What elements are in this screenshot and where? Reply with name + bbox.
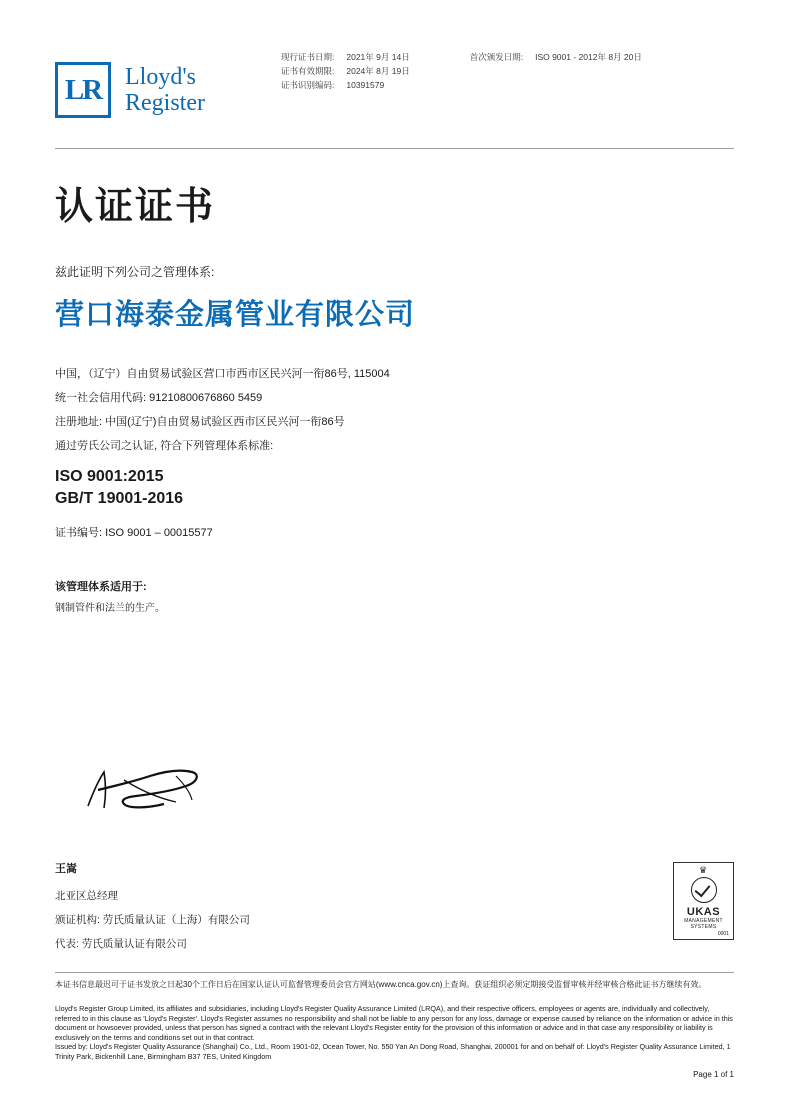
meta-value-current-date: 2021年 9月 14日: [346, 52, 410, 62]
representative: 代表: 劳氏质量认证有限公司: [55, 938, 187, 950]
page-title: 认证证书: [55, 186, 216, 228]
approval-line: 通过劳氏公司之认证, 符合下列管理体系标准:: [55, 440, 274, 452]
ukas-label: UKAS: [686, 906, 721, 918]
signatory-details: [55, 884, 250, 956]
standard-gbt-19001: GB/T 19001-2016: [55, 490, 184, 507]
company-name: 营口海泰金属管业有限公司: [55, 299, 416, 331]
meta-label-current-date: 现行证书日期:: [281, 52, 335, 62]
logo-letters: LR: [64, 73, 102, 106]
meta-label-certificate-id: 证书识别编码:: [281, 80, 335, 90]
meta-labels-second: [470, 50, 523, 92]
footer-english-notice: [55, 1004, 734, 1061]
meta-label-expiry-date: 证书有效期限:: [281, 66, 335, 76]
meta-value-first-issue: ISO 9001 - 2012年 8月 20日: [535, 52, 642, 62]
brand-line-1: Lloyd's: [125, 64, 196, 90]
meta-labels: [281, 50, 334, 92]
brand-name: [125, 64, 205, 116]
credit-code: 统一社会信用代码: 91210800676860 5459: [55, 392, 263, 404]
header-divider: [55, 148, 734, 149]
standard-iso-9001: ISO 9001:2015: [55, 468, 164, 485]
footer-chinese-notice: 本证书信息最迟可于证书发放之日起30个工作日后在国家认证认可监督管理委员会官方网站(www.cnca.gov.cn)上查询。获证组织必须定期接受监督审核并经审核合格此证书方继续有效。: [55, 980, 707, 989]
lloyds-register-logo-icon: [55, 62, 111, 118]
meta-values-second: [535, 50, 642, 92]
meta-column-dates: [281, 50, 410, 92]
meta-column-first-issue: [470, 50, 642, 92]
meta-label-first-issue: 首次颁发日期:: [469, 52, 524, 62]
signatory-name: 王嵩: [55, 863, 77, 875]
issuing-body: 颁证机构: 劳氏质量认证（上海）有限公司: [55, 914, 250, 926]
meta-value-certificate-id: 10391579: [346, 80, 385, 90]
certificate-meta: [281, 50, 642, 92]
document-header: [0, 0, 789, 148]
ukas-sub-line-1: MANAGEMENT: [684, 918, 723, 924]
meta-values: [346, 50, 409, 92]
handwritten-signature-icon: [80, 760, 230, 820]
meta-value-expiry-date: 2024年 8月 19日: [346, 66, 410, 76]
ukas-sub-line-2: SYSTEMS: [690, 924, 717, 930]
checkmark-icon: [691, 877, 717, 903]
intro-text: 兹此证明下列公司之管理体系:: [55, 265, 215, 279]
company-details: [55, 362, 390, 458]
signatory-role: 北亚区总经理: [55, 890, 118, 902]
footer-divider: [55, 972, 734, 973]
footer-issued-by: Issued by: Lloyd's Register Quality Assurance (Shanghai) Co., Ltd., Room 1901-02, Ocean Tower, No. 550 Yan An Dong Road, Shanghai, 200001 for and on behalf of: Lloyd's Register Quality Assurance Limited, 1 Trinity Park, Bickenhill Lane, Birmingham B37 7ES, United Kingdom: [55, 1042, 731, 1061]
lloyds-register-logo: [55, 62, 205, 118]
ukas-number: 0001: [717, 931, 729, 937]
footer-disclaimer: Lloyd's Register Group Limited, its affiliates and subsidiaries, including Lloyd's Register Quality Assurance Limited (LRQA), and their respective officers, employees or agents are, individually and collectively, referred to in this clause as 'Lloyd's Register'. Lloyd's Register assumes no responsibility and shall not be liable to any person for any loss, damage or expense caused by reliance on the information or advice in this document or howsoever provided, unless that person has signed a contract with the relevant Lloyd's Register entity for the provision of this information or advice and in that case any responsibility or liability is exclusively on the terms and conditions set out in that contract.: [55, 1004, 733, 1042]
ukas-accreditation-mark: [673, 862, 734, 940]
crown-icon: ♛: [698, 865, 709, 875]
standards-list: [55, 466, 183, 510]
registered-address: 注册地址: 中国(辽宁)自由贸易试验区西市区民兴河一衔86号: [55, 416, 345, 428]
scope-text: 钢制管件和法兰的生产。: [55, 603, 165, 614]
brand-line-2: Register: [125, 90, 205, 116]
page-number: Page 1 of 1: [693, 1070, 734, 1079]
scope-title: 该管理体系适用于:: [55, 581, 147, 593]
certificate-number: 证书编号: ISO 9001 – 00015577: [55, 527, 213, 539]
company-address: 中国，（辽宁）自由贸易试验区营口市西市区民兴河一衔86号, 115004: [55, 368, 390, 380]
